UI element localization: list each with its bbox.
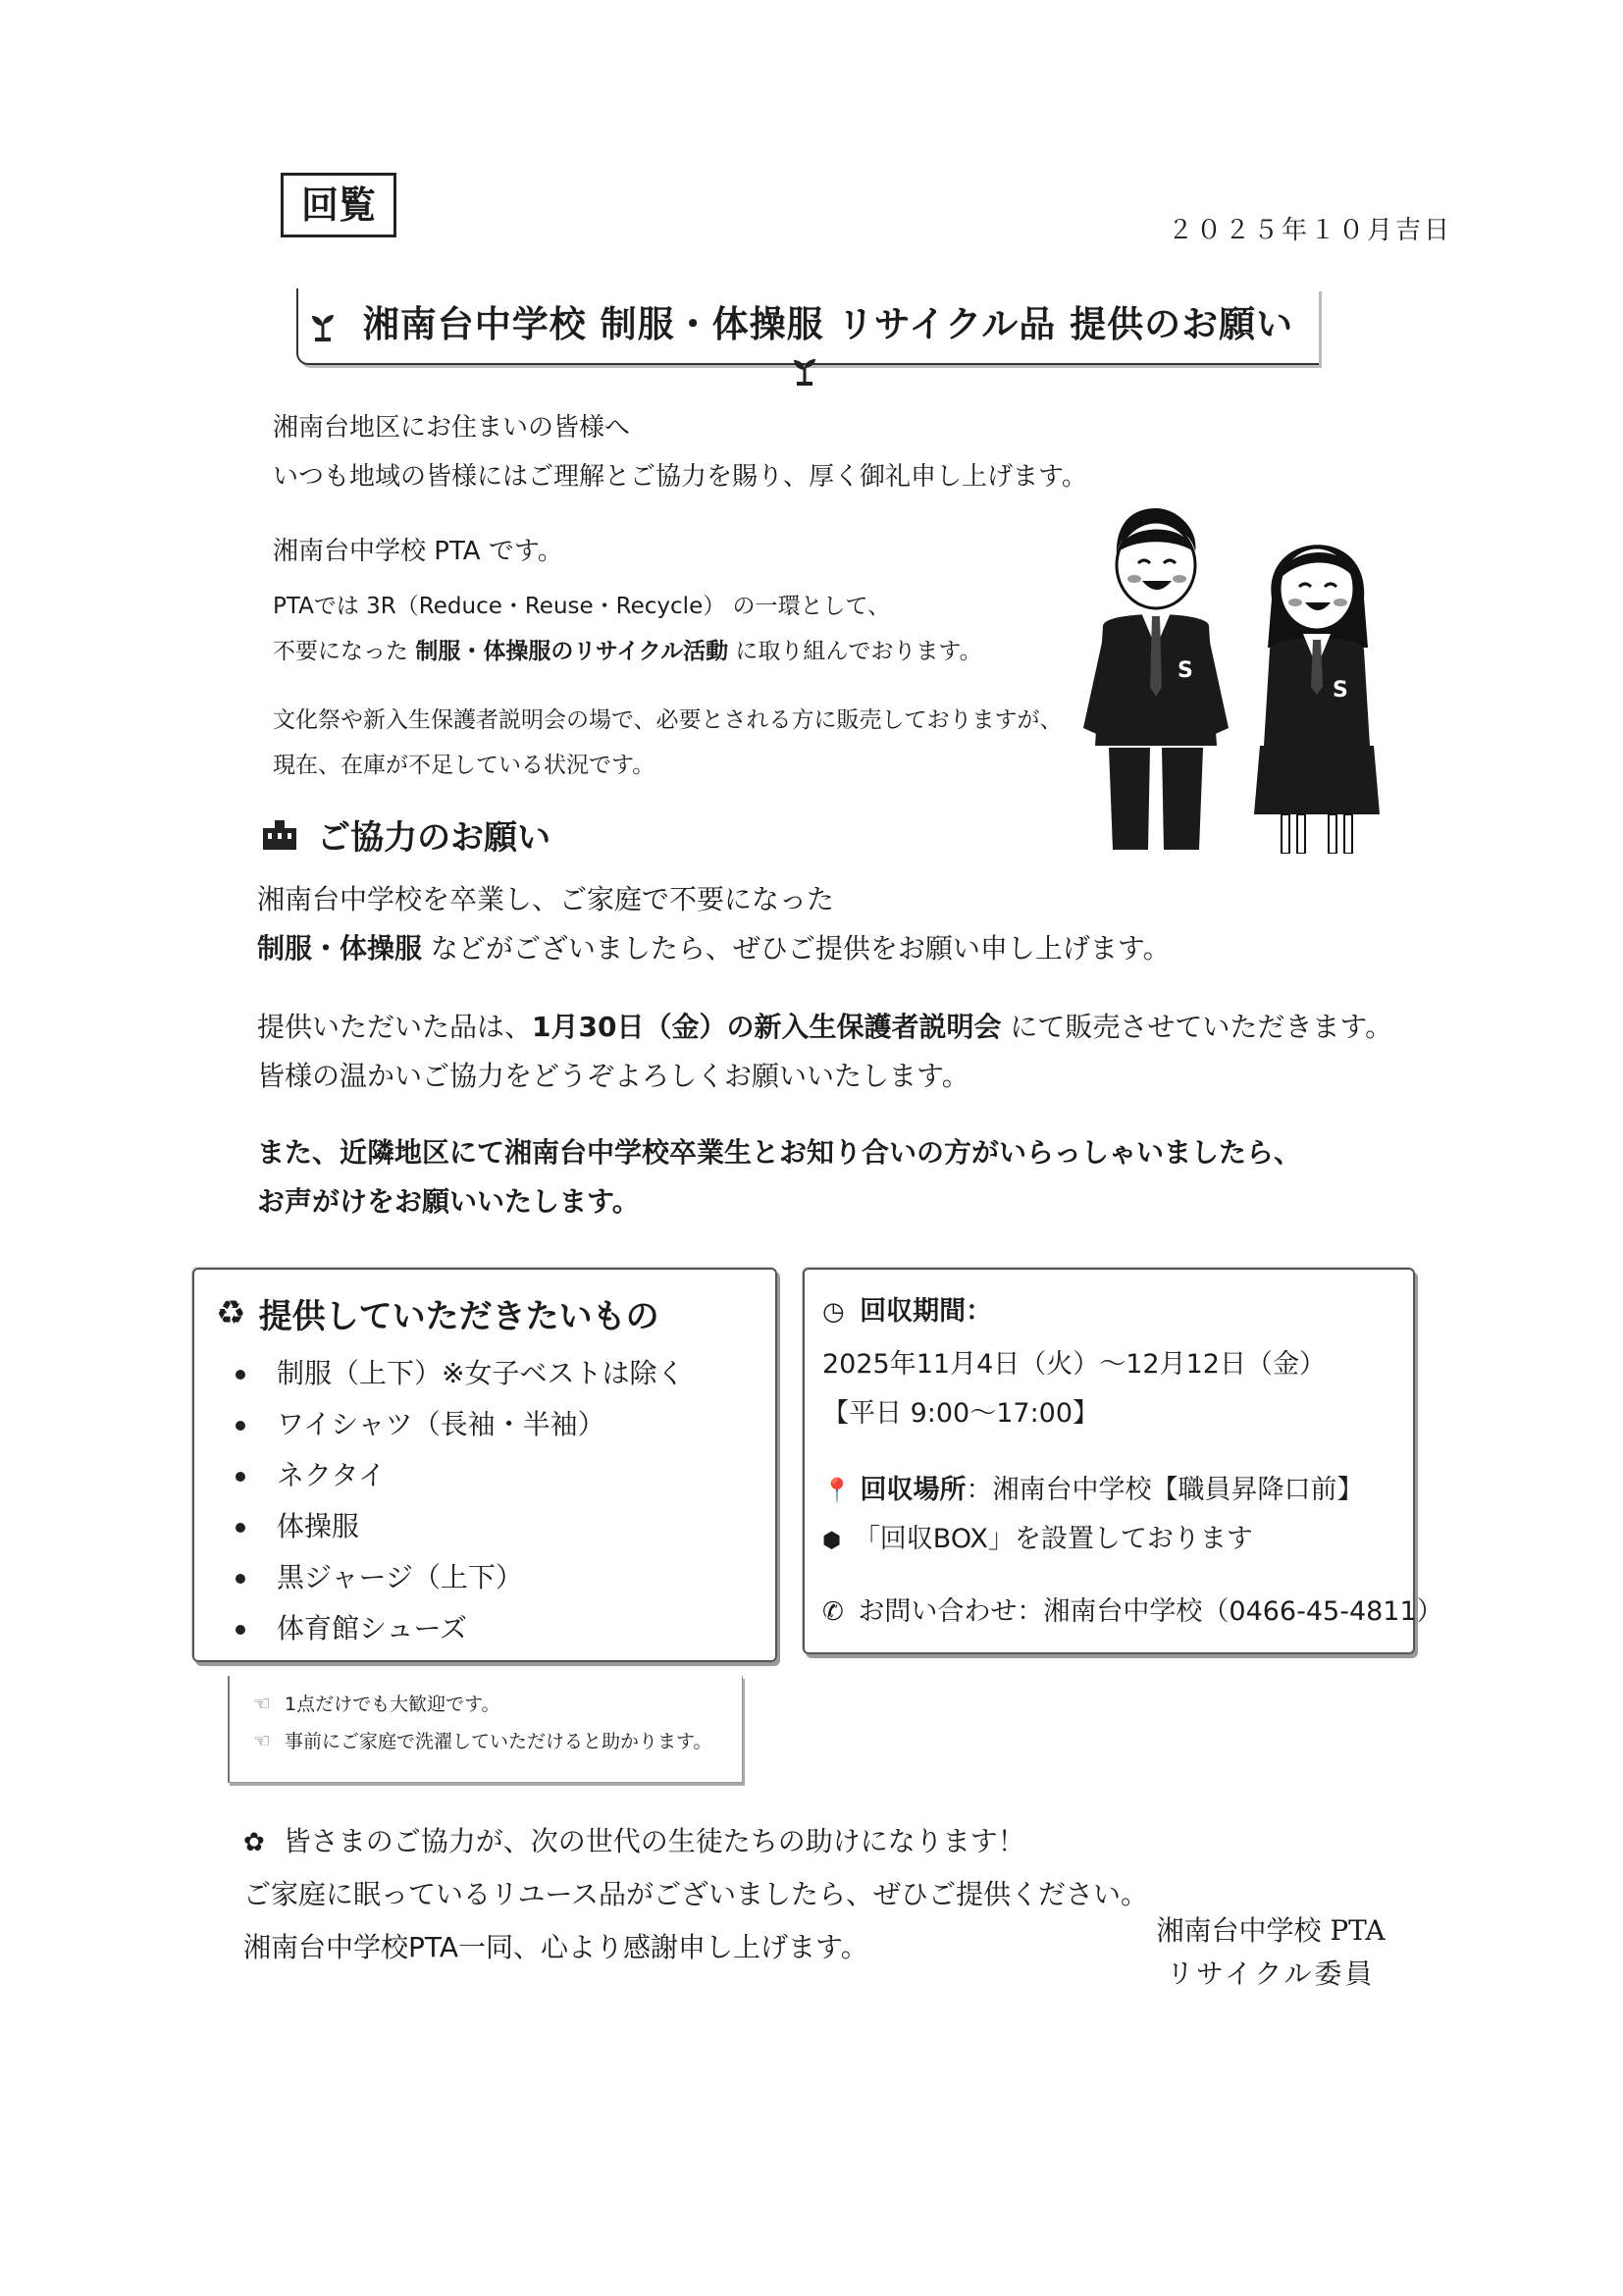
place-label: 回収場所 [860, 1475, 967, 1505]
place-row [822, 1468, 1363, 1513]
page-title-row [294, 294, 1315, 390]
closing-line: 湘南台中学校PTA一同、心より感謝申し上げます。 [243, 1931, 868, 1963]
signature [1138, 1909, 1403, 1996]
item-label: ワイシャツ（長袖・半袖） [277, 1408, 605, 1440]
svg-text:S: S [1333, 678, 1348, 703]
period-hours: 【平日 9:00～17:00】 [822, 1398, 1100, 1429]
kairan-label: 回覧 [281, 173, 396, 237]
list-item [236, 1603, 765, 1654]
signature-committee: リサイクル委員 [1166, 1957, 1376, 1990]
intro-paragraph: 現在、在庫が不足している状況です。 [273, 753, 655, 778]
items-heading-row [216, 1289, 659, 1337]
box-icon: ⬢ [822, 1529, 842, 1553]
list-item [236, 1399, 765, 1450]
list-item [236, 1348, 765, 1399]
phone-icon: ✆ [822, 1597, 844, 1627]
items-list [236, 1348, 765, 1654]
sprout-icon [788, 354, 821, 388]
request-line [257, 1003, 1392, 1052]
box-note-row [822, 1517, 1253, 1564]
request-line: お声がけをお願いいたします。 [257, 1185, 640, 1218]
recycle-icon: ♻ [216, 1293, 246, 1333]
clock-icon: ◷ [822, 1297, 845, 1327]
flower-icon: ✿ [243, 1828, 265, 1857]
bullet-icon [236, 1574, 245, 1584]
svg-text:S: S [1178, 658, 1193, 683]
pointing-hand-icon: ☜ [253, 1692, 271, 1715]
request-text: などがございましたら、ぜひご提供をお願い申し上げます。 [422, 932, 1171, 965]
request-text: 提供いただいた品は、 [257, 1011, 533, 1043]
school-icon [261, 818, 298, 852]
intro-text: 不要になった [273, 639, 416, 664]
bullet-icon [236, 1523, 245, 1533]
items-heading: 提供していただきたいもの [258, 1297, 659, 1336]
issue-date: ２０２５年１０月吉日 [1168, 216, 1453, 245]
closing-text: 皆さまのご協力が、次の世代の生徒たちの助けになります！ [283, 1825, 1025, 1857]
period-dates: 2025年11月4日（火）～12月12日（金） [822, 1349, 1326, 1380]
map-pin-icon: 📍 [822, 1477, 852, 1504]
note-line [253, 1723, 711, 1759]
item-label: 黒ジャージ（上下） [277, 1561, 523, 1593]
place-value: ：湘南台中学校【職員昇降口前】 [966, 1475, 1364, 1505]
list-item [236, 1501, 765, 1552]
period-label: 回収期間： [860, 1296, 993, 1327]
intro-emphasis: 制服・体操服のリサイクル活動 [415, 639, 729, 664]
request-line [257, 924, 1171, 973]
list-item [236, 1552, 765, 1603]
bullet-icon [236, 1370, 245, 1380]
request-emphasis: 制服・体操服 [257, 932, 423, 965]
girl-student [1254, 545, 1380, 854]
boy-student [1083, 508, 1229, 850]
closing-line [243, 1817, 1025, 1867]
closing-line: ご家庭に眠っているリユース品がございましたら、ぜひご提供ください。 [243, 1878, 1149, 1910]
contact-row [822, 1590, 1443, 1635]
sale-date-emphasis: 1月30日（金）の新入生保護者説明会 [532, 1011, 1002, 1043]
pointing-hand-icon: ☜ [253, 1729, 271, 1752]
request-text: にて販売させていただきます。 [1001, 1011, 1393, 1043]
item-label: ネクタイ [277, 1459, 386, 1491]
request-heading: ご協力のお願い [317, 818, 551, 858]
request-line: 皆様の温かいご協力をどうぞよろしくお願いいたします。 [257, 1060, 969, 1092]
item-label: 体操服 [277, 1510, 360, 1542]
greeting-line: 湘南台地区にお住まいの皆様へ [273, 413, 631, 443]
list-item [236, 1450, 765, 1501]
signature-org: 湘南台中学校 PTA [1156, 1914, 1386, 1947]
intro-paragraph [273, 630, 982, 673]
intro-text: に取り組んでおります。 [728, 639, 982, 664]
bullet-icon [236, 1472, 245, 1482]
note-text: 事前にご家庭で洗濯していただけると助かります。 [284, 1731, 712, 1752]
item-label: 体育館シューズ [277, 1612, 468, 1644]
bullet-icon [236, 1625, 245, 1635]
period-label-row [822, 1289, 992, 1334]
bullet-icon [236, 1421, 245, 1431]
students-illustration [1079, 500, 1403, 854]
item-label: 制服（上下）※女子ベストは除く [277, 1357, 685, 1389]
contact-text: お問い合わせ：湘南台中学校（0466-45-4811） [858, 1596, 1443, 1627]
intro-paragraph: PTAでは 3R（Reduce・Reuse・Recycle） の一環として、 [273, 594, 891, 619]
self-intro: 湘南台中学校 PTA です。 [273, 537, 563, 566]
request-line: また、近隣地区にて湘南台中学校卒業生とお知り合いの方がいらっしゃいましたら、 [257, 1136, 1302, 1169]
greeting-line: いつも地域の皆様にはご理解とご協力を賜り、厚く御礼申し上げます。 [273, 462, 1087, 492]
box-note: 「回収BOX」を設置しております [853, 1524, 1253, 1554]
page-title: 湘南台中学校 制服・体操服 リサイクル品 提供のお願い [362, 303, 1294, 345]
intro-paragraph: 文化祭や新入生保護者説明会の場で、必要とされる方に販売しておりますが、 [273, 707, 1063, 733]
sprout-icon [306, 310, 340, 343]
request-heading-row [261, 810, 550, 859]
request-line: 湘南台中学校を卒業し、ご家庭で不要になった [257, 883, 835, 915]
note-line [253, 1686, 500, 1722]
note-text: 1点だけでも大歓迎です。 [284, 1694, 500, 1715]
